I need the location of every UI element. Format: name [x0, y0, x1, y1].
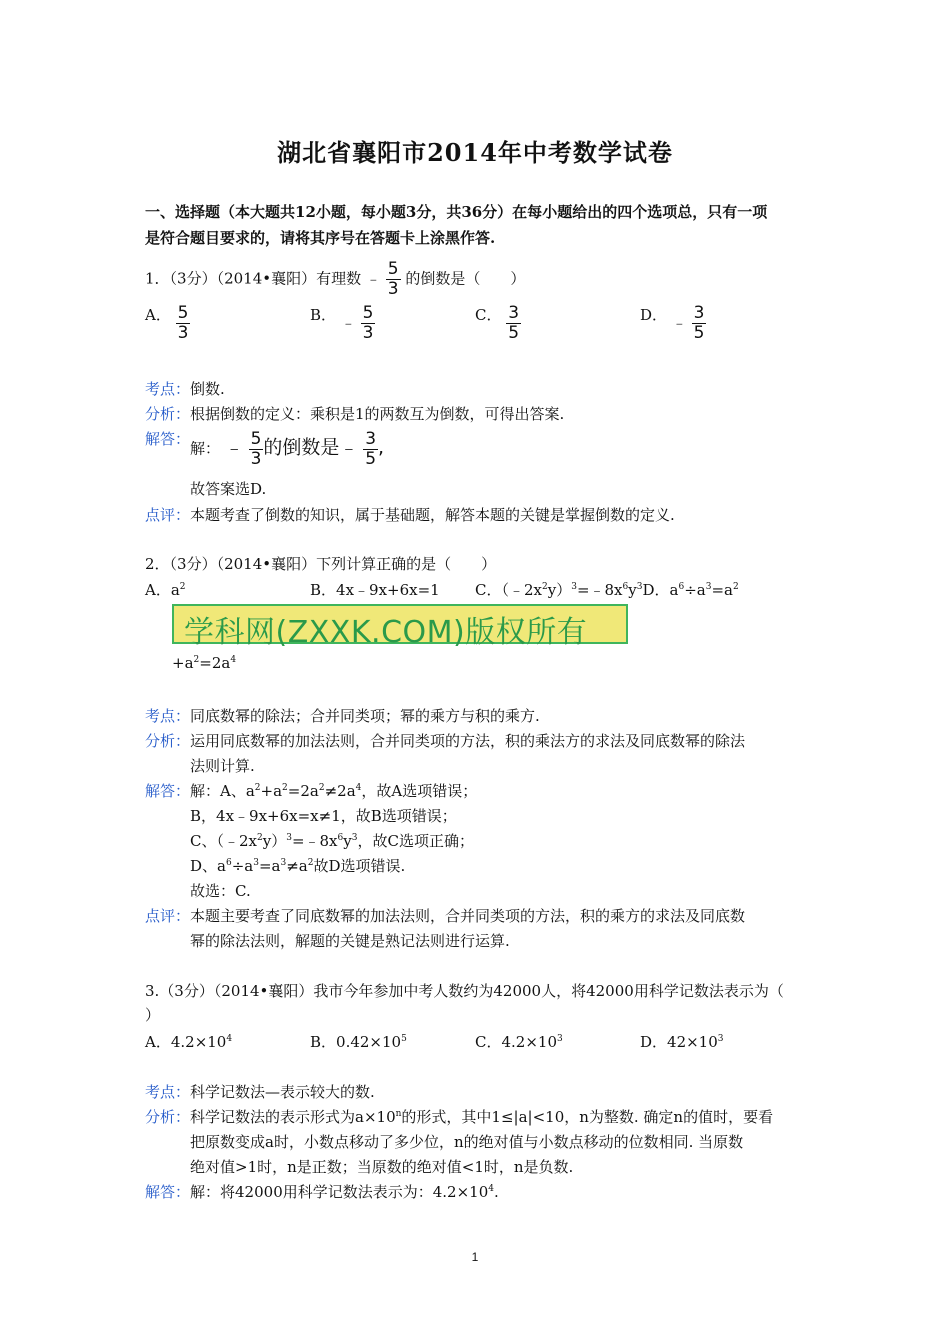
- q2-option-c-part-3: =﹣8x: [576, 581, 623, 599]
- watermark-text: 学科网(ZXXK.COM)版权所有: [184, 615, 588, 650]
- q2-jieda-c-part-1: C、（﹣2x: [190, 832, 257, 850]
- q3-fenxi-part-2: 的形式，其中1≤|a|<10，n为整数. 确定n的值时，要看: [401, 1108, 774, 1126]
- q2-fenxi-line-2: 法则计算.: [190, 757, 255, 775]
- q1-dianping-text: 本题考查了倒数的知识，属于基础题，解答本题的关键是掌握倒数的定义.: [190, 506, 675, 524]
- q3-fenxi: [145, 1106, 773, 1127]
- q3-fenxi-line-2: 把原数变成a时，小数点移动了多少位，n的绝对值与小数点移动的位数相同. 当原数: [190, 1133, 744, 1151]
- q2-dianping-line-2: 幂的除法法则，解题的关键是熟记法则进行运算.: [190, 932, 510, 950]
- section-heading-line-2: 是符合题目要求的，请将其序号在答题卡上涂黑作答.: [145, 229, 496, 247]
- q1-stem-denominator: 3: [387, 279, 399, 299]
- q1-option-d-numerator: 3: [693, 303, 705, 323]
- q2-jieda-c-part-2: y）: [262, 832, 287, 850]
- q2-dianping-text-1: 本题主要考查了同底数幂的加法法则，合并同类项的方法，积的乘方的求法及同底数: [190, 907, 746, 925]
- q2-jieda-c-part-3: =﹣8x: [291, 832, 338, 850]
- jieda-label: 解答：: [145, 782, 191, 800]
- q2-option-c-exp-4: 3: [636, 582, 643, 592]
- q1-option-b-sign: ﹣: [340, 313, 356, 332]
- q2-jieda-c-exp-1: 2: [256, 833, 263, 843]
- q2-fenxi-text-1: 运用同底数幂的加法法则，合并同类项的方法，积的乘法方的求法及同底数幂的除法: [190, 732, 746, 750]
- q3-option-a-exp: 4: [226, 1034, 233, 1044]
- q2-option-a-cont-part-1: +a: [172, 654, 194, 672]
- q2-jieda-d-exp-3: 3: [280, 858, 287, 868]
- q2-jieda-d-part-3: =a: [258, 857, 281, 875]
- q2-jieda-line-d: [190, 855, 405, 876]
- q3-fenxi-part-1: 科学记数法的表示形式为a×10: [190, 1108, 396, 1126]
- q2-jieda-d-exp-4: 2: [307, 858, 314, 868]
- q1-option-d-letter: D．: [640, 306, 668, 324]
- q3-option-c: [475, 1031, 563, 1052]
- q1-option-d-fraction: [692, 304, 707, 343]
- q2-jieda-c-exp-3: 6: [337, 833, 344, 843]
- q2-option-c-exp-1: 2: [541, 582, 548, 592]
- q2-jieda-d-part-1: D、a: [190, 857, 226, 875]
- q2-option-d-part-2: ÷a: [684, 581, 706, 599]
- page-title: 湖北省襄阳市2014年中考数学试卷: [277, 138, 673, 167]
- q3-option-c-exp: 3: [557, 1034, 563, 1044]
- q2-fenxi: [145, 730, 745, 751]
- q1-option-c-fraction: [506, 304, 521, 343]
- q1-jieda-label: 解答：: [145, 430, 191, 448]
- q1-stem: [145, 260, 525, 299]
- q1-option-a: [145, 304, 190, 343]
- q2-jieda-a-exp-1: 2: [254, 783, 261, 793]
- q2-option-a: [145, 579, 186, 600]
- q2-option-a-continued: [172, 654, 236, 672]
- q1-option-a-letter: A．: [145, 306, 171, 324]
- q2-jieda-a-part-2: +a: [260, 782, 283, 800]
- q3-option-d: [640, 1031, 724, 1052]
- q3-kaodian: [145, 1081, 375, 1102]
- q2-jieda-d-part-4: ≠a: [286, 857, 308, 875]
- q2-kaodian: [145, 705, 540, 726]
- q3-jieda: [145, 1181, 499, 1202]
- q1-option-d-denominator: 5: [693, 323, 705, 343]
- q2-dianping: [145, 905, 745, 926]
- q1-option-b-fraction: [361, 304, 376, 343]
- fenxi-label: 分析：: [145, 1108, 191, 1126]
- q2-jieda-c-exp-2: 3: [286, 833, 292, 843]
- q1-jieda-denominator-2: 5: [365, 449, 377, 469]
- q2-option-c-and-d: [475, 579, 739, 600]
- dianping-label: 点评：: [145, 506, 191, 524]
- q3-option-c-text: C．4.2×10: [475, 1033, 557, 1051]
- q2-option-c-part-1: C．（﹣2x: [475, 581, 542, 599]
- q2-option-a-exp: 2: [179, 582, 186, 592]
- q2-option-d-part-3: =a: [711, 581, 733, 599]
- q3-jieda-end: .: [493, 1183, 499, 1201]
- q2-jieda-d-part-2: ÷a: [231, 857, 254, 875]
- q3-option-b: [310, 1031, 407, 1052]
- q1-option-d: [640, 304, 706, 343]
- q3-option-d-text: D．42×10: [640, 1033, 718, 1051]
- page-number: 1: [471, 1250, 479, 1264]
- q1-stem-sign: ﹣: [365, 269, 381, 288]
- q1-option-c-denominator: 5: [508, 323, 520, 343]
- fenxi-label: 分析：: [145, 405, 191, 423]
- q2-option-d-exp-3: 2: [732, 582, 739, 592]
- q2-option-a-cont-exp-1: 2: [193, 655, 200, 665]
- q1-jieda-end: ,: [378, 436, 385, 459]
- q2-jieda-c-exp-4: 3: [351, 833, 358, 843]
- q2-jieda-c-part-4: y: [343, 832, 352, 850]
- watermark-banner: [172, 604, 628, 650]
- q2-option-c-exp-3: 6: [622, 582, 629, 592]
- q1-jieda-line-2: 故答案选D.: [190, 480, 267, 498]
- q2-jieda-a-part-1: 解：A、a: [190, 782, 255, 800]
- q1-kaodian-text: 倒数.: [190, 380, 225, 398]
- q2-jieda-d-part-5: 故D选项错误.: [313, 857, 406, 875]
- q1-stem-suffix: 的倒数是（ ）: [405, 269, 526, 288]
- q3-stem-line-2: ）: [145, 1006, 161, 1024]
- q1-jieda-numerator-1: 5: [250, 429, 262, 449]
- q2-jieda-a-exp-3: 2: [318, 783, 325, 793]
- q3-jieda-exp: 4: [488, 1184, 494, 1194]
- q2-option-c-part-4: y: [628, 581, 637, 599]
- q1-jieda-fraction-2: [363, 430, 378, 469]
- q1-option-d-sign: ﹣: [671, 313, 687, 332]
- q1-jieda-denominator-1: 3: [250, 449, 262, 469]
- q3-jieda-text: 解：将42000用科学记数法表示为：4.2×10: [190, 1183, 489, 1201]
- q2-option-d-part-1: D．a: [642, 581, 679, 599]
- q2-jieda-line-c: [190, 830, 474, 851]
- q3-stem-line-1: 3.（3分）（2014•襄阳）我市今年参加中考人数约为42000人，将42000用科学记数法表示为（: [145, 982, 784, 1000]
- q1-jieda-line-1: [190, 430, 384, 469]
- q2-option-c-exp-2: 3: [571, 582, 577, 592]
- q2-option-c-part-2: y）: [547, 581, 572, 599]
- q1-option-b-letter: B．: [310, 306, 337, 324]
- kaodian-label: 考点：: [145, 380, 191, 398]
- q3-option-b-exp: 5: [401, 1034, 407, 1044]
- q1-option-b-denominator: 3: [362, 323, 374, 343]
- q2-option-a-base: a: [170, 581, 180, 599]
- q2-option-b: B．4x﹣9x+6x=1: [310, 581, 440, 599]
- q2-option-d-exp-1: 6: [678, 582, 685, 592]
- q3-fenxi-line-3: 绝对值>1时，n是正数；当原数的绝对值<1时，n是负数.: [190, 1158, 574, 1176]
- q1-option-c: [475, 304, 521, 343]
- q1-jieda-middle: 的倒数是﹣: [263, 436, 359, 459]
- kaodian-label: 考点：: [145, 1083, 191, 1101]
- q1-dianping: [145, 504, 675, 525]
- q2-option-a-letter: A．: [145, 581, 171, 599]
- q1-stem-prefix: 1．（3分）（2014•襄阳）有理数: [145, 269, 362, 288]
- q1-option-a-denominator: 3: [177, 323, 189, 343]
- q1-option-c-letter: C．: [475, 306, 502, 324]
- q2-jieda-final: 故选：C.: [190, 882, 251, 900]
- q3-option-a-text: A．4.2×10: [145, 1033, 227, 1051]
- q2-jieda-a-part-3: =2a: [287, 782, 319, 800]
- q2-option-d-exp-2: 3: [705, 582, 712, 592]
- section-heading-line-1: 一、选择题（本大题共12小题，每小题3分，共36分）在每小题给出的四个选项总，只有一项: [145, 203, 768, 221]
- dianping-label: 点评：: [145, 907, 191, 925]
- q2-jieda-c-part-5: ，故C选项正确；: [357, 832, 474, 850]
- q2-jieda-a-part-4: ≠2a: [324, 782, 356, 800]
- q1-option-a-numerator: 5: [177, 303, 189, 323]
- q2-option-a-cont-part-2: =2a: [199, 654, 231, 672]
- q1-kaodian: [145, 378, 225, 399]
- jieda-label: 解答：: [145, 1183, 191, 1201]
- q1-option-c-numerator: 3: [508, 303, 520, 323]
- q1-fenxi-text: 根据倒数的定义：乘积是1的两数互为倒数，可得出答案.: [190, 405, 565, 423]
- q2-jieda-line-a: [145, 780, 477, 801]
- q3-option-a: [145, 1031, 232, 1052]
- q1-option-b-numerator: 5: [362, 303, 374, 323]
- q1-fenxi: [145, 403, 564, 424]
- q2-jieda-d-exp-1: 6: [225, 858, 232, 868]
- q3-option-d-exp: 3: [717, 1034, 724, 1044]
- q1-stem-fraction: [386, 260, 401, 299]
- q1-jieda-sign: ﹣: [224, 436, 244, 459]
- q2-jieda-a-exp-4: 4: [355, 783, 362, 793]
- kaodian-label: 考点：: [145, 707, 191, 725]
- q1-jieda-numerator-2: 3: [365, 429, 377, 449]
- q2-option-a-cont-exp-2: 4: [230, 655, 237, 665]
- q1-jieda-prefix: 解：: [190, 439, 221, 458]
- q1-option-b: [310, 304, 375, 343]
- q1-option-a-fraction: [176, 304, 191, 343]
- q1-stem-numerator: 5: [387, 259, 399, 279]
- q2-jieda-a-part-5: ，故A选项错误；: [361, 782, 478, 800]
- q3-fenxi-exp: n: [395, 1109, 402, 1119]
- q2-jieda-a-exp-2: 2: [282, 783, 288, 793]
- q2-jieda-line-b: B，4x﹣9x+6x=x≠1，故B选项错误；: [190, 807, 457, 825]
- q2-kaodian-text: 同底数幂的除法；合并同类项；幂的乘方与积的乘方.: [190, 707, 540, 725]
- q3-option-b-text: B．0.42×10: [310, 1033, 402, 1051]
- q1-jieda-fraction-1: [249, 430, 264, 469]
- fenxi-label: 分析：: [145, 732, 191, 750]
- q2-jieda-d-exp-2: 3: [253, 858, 259, 868]
- q3-kaodian-text: 科学记数法—表示较大的数.: [190, 1083, 375, 1101]
- q2-stem: 2．（3分）（2014•襄阳）下列计算正确的是（ ）: [145, 555, 497, 573]
